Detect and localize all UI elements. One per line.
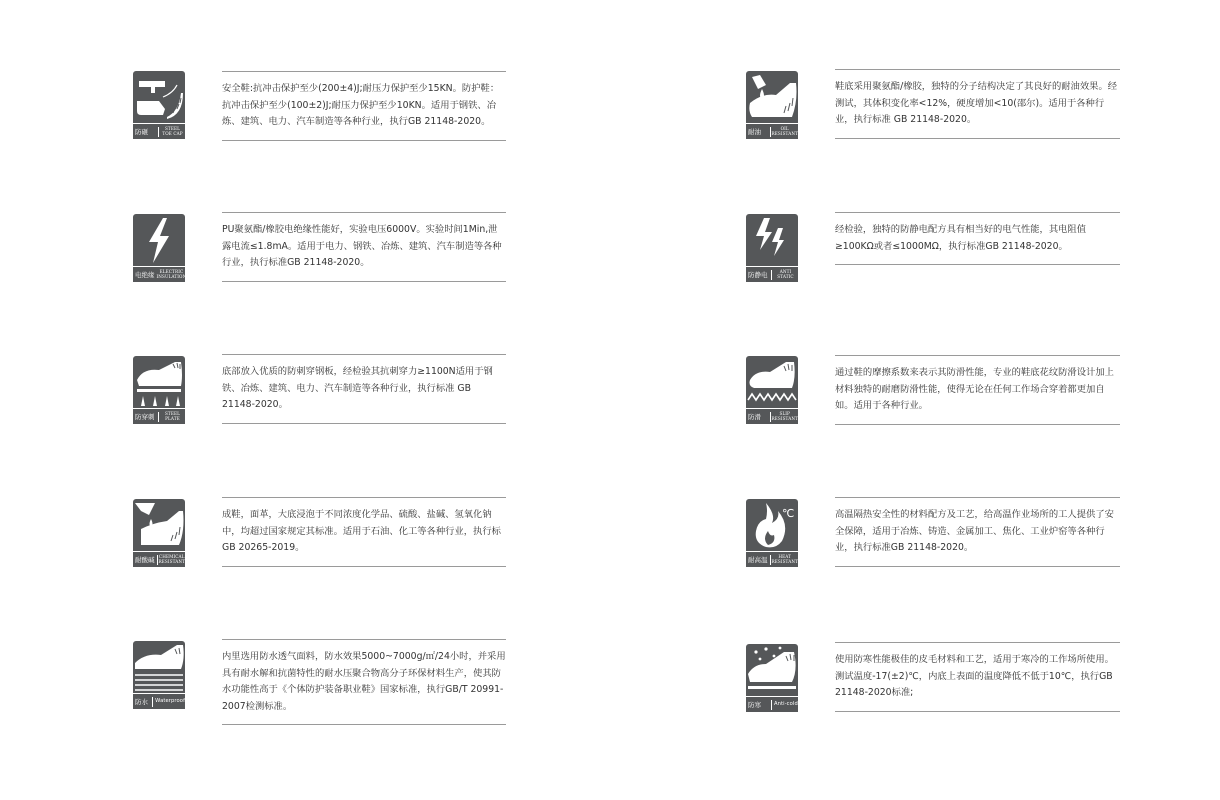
anti-cold-badge [746,644,798,712]
feature-description: 安全鞋:抗冲击保护至少(200±4)J;耐压力保护至少15KN。防护鞋：抗冲击保护至少(100±2)J;耐压力保护至少10KN。适用于钢铁、冶炼、建筑、电力、汽车制造等各种行业，执行GB 21148-2020。 [222,71,506,141]
steel-plate-badge [133,356,185,424]
waterproof-badge [133,641,185,709]
badge-label-en: Waterproof [155,698,185,705]
badge-label-zh: 电绝缘 [135,271,155,279]
badge-label-en: HEAT RESISTANT [771,553,798,564]
badge-label-en: ANTI STATIC [777,268,794,279]
badge-label-zh: 防穿刺 [135,413,155,421]
feature-description: 底部放入优质的防刺穿钢板，经检验其抗刺穿力≥1100N适用于钢铁、冶炼、建筑、电力、汽车制造等各种行业，执行标准 GB 21148-2020。 [222,354,506,424]
celsius-symbol: ℃ [782,507,795,520]
steel-plate-icon [133,356,185,409]
badge-label-zh: 耐高温 [748,556,768,564]
waterproof-icon [133,641,185,694]
badge-label-zh: 防静电 [748,271,768,279]
slip-resistant-icon [746,356,798,409]
badge-label-zh: 防砸 [135,128,148,136]
flame-icon [746,499,798,552]
feature-description: 内里选用防水透气面料，防水效果5000~7000g/㎡/24小时，并采用具有耐水解和抗菌特性的耐水压聚合物高分子环保材料生产，使其防水功能性高于《个体防护装备职业鞋》国家标准，执行GB/T 20991-2007检测标准。 [222,639,506,725]
badge-label-zh: 耐油 [748,128,761,136]
feature-description: 通过鞋的摩擦系数来表示其防滑性能，专业的鞋底花纹防滑设计加上材料独特的耐磨防滑性能，使得无论在任何工作场合穿着都更加自如。适用于各种行业。 [835,355,1120,425]
badge-label-en: CHEMICAL RESISTANT [158,553,186,564]
badge-label-zh: 防寒 [748,701,761,709]
badge-label-en: STEEL TOE CAP [162,125,183,136]
badge-label-zh: 防水 [135,698,148,706]
badge-label-en: STEEL PLATE [164,410,181,421]
feature-description: 鞋底采用聚氨酯/橡胶，独特的分子结构决定了其良好的耐油效果。经测试，其体积变化率<12%，硬度增加<10(邵尔)。适用于各种行业，执行标准 GB 21148-2020。 [835,69,1120,139]
heat-resistant-badge [746,499,798,567]
anti-static-icon [746,214,798,267]
anti-static-badge [746,214,798,282]
badge-label-en: OIL RESISTANT [771,125,798,136]
badge-label-en: ELECTRIC INSULATION [156,268,187,279]
chemical-resistant-badge [133,499,185,567]
feature-description: 使用防寒性能极佳的皮毛材料和工艺，适用于寒冷的工作场所使用。测试温度-17(±2)℃，内底上表面的温度降低不低于10℃，执行GB 21148-2020标准; [835,642,1120,712]
badge-label-zh: 防滑 [748,413,761,421]
badge-label-zh: 耐酸碱 [135,556,155,564]
lightning-icon [133,214,185,267]
chemical-drop-icon [133,499,185,552]
anti-cold-icon [746,644,798,697]
feature-description: 成鞋，面革，大底浸泡于不同浓度化学品、硫酸、盐碱、氢氧化钠中，均超过国家规定其标准。适用于石油、化工等各种行业，执行标GB 20265-2019。 [222,497,506,567]
badge-label-en: SLIP RESISTANT [771,410,798,421]
feature-description: 高温隔热安全性的材料配方及工艺，给高温作业场所的工人提供了安全保障，适用于冶炼、铸造、金属加工、焦化、工业炉窑等各种行业，执行标准GB 21148-2020。 [835,497,1120,567]
feature-description: PU聚氨酯/橡胶电绝缘性能好，实验电压6000V。实验时间1Min,泄露电流≤1.8mA。适用于电力、钢铁、冶炼、建筑、汽车制造等各种行业，执行标准GB 21148-2020。 [222,212,506,282]
badge-label-en: Anti-cold [774,701,798,708]
slip-resistant-badge [746,356,798,424]
feature-description: 经检验，独特的防静电配方具有相当好的电气性能，其电阻值≥100KΩ或者≤1000MΩ，执行标准GB 21148-2020。 [835,212,1120,265]
electric-insulation-badge [133,214,185,282]
